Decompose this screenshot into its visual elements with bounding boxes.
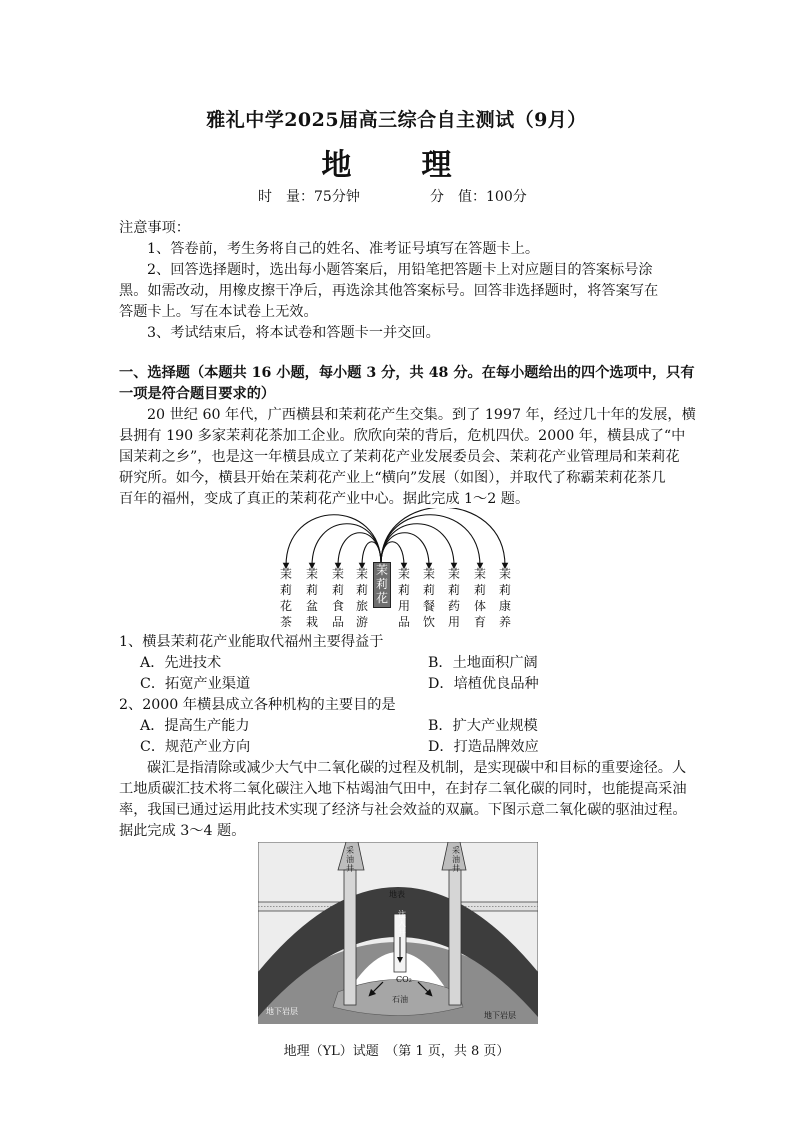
passage2-line-4: 据此完成 3～4 题。 [119,823,246,839]
notice-heading: 注意事项： [119,220,190,236]
notice-line-5: 3、考试结束后，将本试卷和答题卡一并交回。 [147,325,440,341]
question-1-option-b: B．土地面积广阔 [428,655,538,671]
question-2-option-a: A．提高生产能力 [140,718,250,734]
passage2-line-3: 率，我国已通过运用此技术实现了经济与社会效益的双赢。下图示意二氧化碳的驱油过程。 [119,802,687,818]
section-heading-line-2: 一项是符合题目要求的） [119,386,276,402]
injection-well-label: 注入井 [398,910,406,937]
passage2-line-1: 碳汇是指清除或减少大气中二氧化碳的过程及机制，是实现碳中和目标的重要途径。人 [147,760,687,776]
question-1-stem: 1、横县茉莉花产业能取代福州主要得益于 [119,634,384,650]
category-tourism: 茉莉旅游 [355,567,368,629]
exam-score: 分 值：100分 [430,189,527,205]
notice-line-3: 黑。如需改动，用橡皮擦干净后，再选涂其他答案标号。回答非选择题时，将答案写在 [119,283,659,299]
category-sports: 茉莉体育 [473,567,486,629]
passage1-line-1: 20 世纪 60 年代，广西横县和茉莉花产生交集。到了 1997 年，经过几十年的发展，横 [147,407,696,423]
question-1-option-d: D．培植优良品种 [428,676,539,692]
category-medicine: 茉莉药用 [447,567,460,629]
section-heading-line-1: 一、选择题（本题共 16 小题，每小题 3 分，共 48 分。在每小题给出的四个选项中，只有 [119,365,695,381]
rock-layer-right-label: 地下岩层 [484,1011,516,1020]
question-1-option-a: A．先进技术 [140,655,222,671]
question-2-option-d: D．打造品牌效应 [428,739,539,755]
production-well-left-label: 采油井 [346,846,354,873]
question-1-option-c: C．拓宽产业渠道 [140,676,251,692]
question-2-option-c: C．规范产业方向 [140,739,251,755]
question-2-stem: 2、2000 年横县成立各种机构的主要目的是 [119,697,396,713]
category-catering: 茉莉餐饮 [422,567,435,629]
category-tea: 茉莉花茶 [279,567,292,629]
exam-duration: 时 量：75分钟 [258,189,360,205]
page-footer: 地理（YL）试题 （第 1 页，共 8 页） [283,1044,510,1059]
passage1-line-2: 县拥有 190 多家茉莉花茶加工企业。欣欣向荣的背后，危机四伏。2000 年，横县成了“中 [119,428,686,444]
notice-line-2: 2、回答选择题时，选出每小题答案后，用铅笔把答题卡上对应题目的答案标号涂 [147,262,653,278]
passage2-line-2: 工地质碳汇技术将二氧化碳注入地下枯竭油气田中，在封存二氧化碳的同时，也能提高采油 [119,781,687,797]
passage1-line-3: 国茉莉之乡”，也是这一年横县成立了茉莉花产业发展委员会、茉莉花产业管理局和茉莉花 [119,449,680,465]
jasmine-industry-arcs [276,508,526,570]
category-wellness: 茉莉康养 [498,567,511,629]
category-goods: 茉莉用品 [397,567,410,629]
passage1-line-4: 研究所。如今，横县开始在茉莉花产业上“横向”发展（如图），并取代了称霸茉莉花茶几 [119,470,666,486]
co2-label: CO₂ [396,975,412,984]
oil-label: 石油 [392,995,408,1004]
passage1-line-5: 百年的福州，变成了真正的茉莉花产业中心。据此完成 1～2 题。 [119,491,530,507]
ground-surface-label: 地表 [389,890,405,899]
notice-line-4: 答题卡上。写在本试卷上无效。 [119,304,318,320]
category-food: 茉莉食品 [331,567,344,629]
subject-title: 地 理 [321,148,472,183]
notice-line-1: 1、答卷前，考生务将自己的姓名、准考证号填写在答题卡上。 [147,241,540,257]
question-2-option-b: B．扩大产业规模 [428,718,538,734]
category-potted: 茉莉盆栽 [305,567,318,629]
exam-title: 雅礼中学2025届高三综合自主测试（9月） [206,109,587,131]
rock-layer-left-label: 地下岩层 [266,1007,298,1016]
jasmine-center-box: 茉莉花 [373,562,391,608]
production-well-right-label: 采油井 [452,846,460,873]
